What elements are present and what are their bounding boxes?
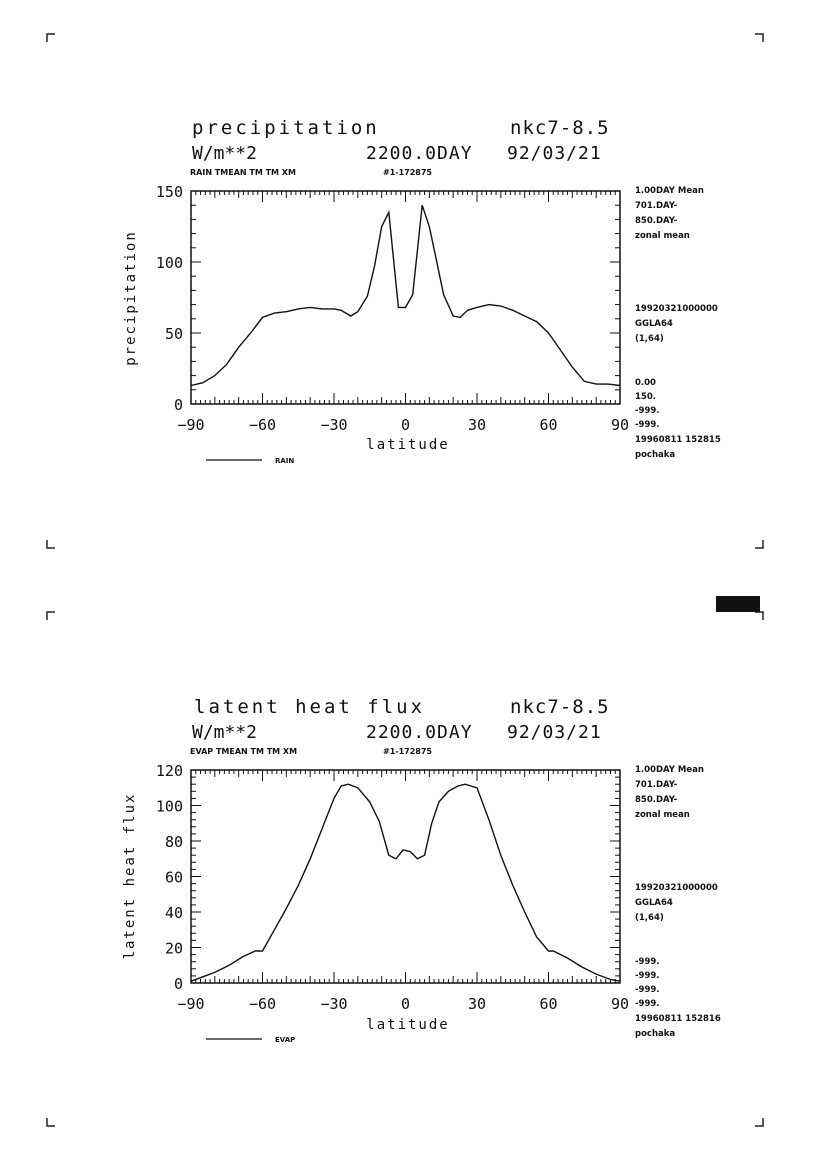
plot-frame	[191, 191, 620, 404]
x-tick-label: 0	[400, 995, 411, 1013]
side-info-top-1: 701.DAY-	[635, 201, 678, 211]
period-label: 2200.0DAY	[366, 722, 473, 743]
redaction-block	[716, 596, 760, 612]
latent-heat-flux-chart	[122, 696, 721, 1044]
x-tick-label: −30	[320, 416, 348, 434]
side-info-top-0: 1.00DAY Mean	[635, 765, 704, 775]
x-tick-label: 60	[539, 995, 558, 1013]
side-info-bottom-5: pochaka	[635, 1029, 676, 1039]
y-axis-label: precipitation	[123, 230, 139, 366]
x-tick-label: 90	[610, 995, 630, 1013]
side-info	[635, 186, 721, 460]
y-tick-labels	[156, 762, 183, 993]
x-tick-label: 30	[467, 995, 487, 1013]
x-tick-label: 90	[610, 416, 630, 434]
side-info-bottom-3: -999.	[635, 999, 660, 1009]
axis-ticks	[191, 191, 620, 404]
side-info-bottom-1: -999.	[635, 971, 660, 981]
crop-mark-bl2	[47, 1118, 55, 1126]
side-info	[635, 765, 721, 1039]
y-tick-label: 100	[155, 254, 183, 272]
run-id: nkc7-8.5	[510, 696, 610, 718]
y-tick-label: 120	[155, 762, 183, 780]
crop-mark-tl1	[47, 34, 55, 42]
period-label: 2200.0DAY	[366, 143, 473, 164]
y-tick-label: 150	[155, 183, 183, 201]
x-tick-label: −90	[177, 416, 205, 434]
side-info-mid-2: (1,64)	[635, 334, 664, 344]
variable-header: RAIN TMEAN TM TM XM	[190, 168, 296, 177]
run-id: nkc7-8.5	[510, 117, 610, 139]
units-label: W/m**2	[192, 722, 258, 743]
y-tick-label: 80	[164, 833, 183, 851]
y-tick-label: 0	[173, 975, 183, 993]
crop-mark-br1	[755, 540, 763, 548]
legend-label: EVAP	[275, 1036, 296, 1044]
y-tick-label: 0	[173, 396, 183, 414]
y-tick-label: 20	[164, 939, 183, 958]
crop-mark-bl1	[47, 540, 55, 548]
side-info-bottom-2: -999.	[635, 406, 660, 416]
chart-title: latent heat flux	[194, 696, 426, 718]
x-tick-label: −60	[248, 416, 277, 434]
x-tick-label: −30	[320, 995, 348, 1013]
rain-series-line	[191, 205, 620, 385]
y-tick-label: 100	[155, 797, 183, 816]
y-tick-label: 50	[164, 325, 183, 343]
y-tick-labels	[156, 183, 183, 414]
x-tick-label: 0	[400, 416, 411, 434]
side-info-mid-1: GGLA64	[635, 319, 673, 329]
crop-mark-tl2	[47, 612, 55, 620]
side-info-bottom-2: -999.	[635, 985, 660, 995]
side-info-bottom-1: 150.	[635, 392, 656, 402]
crop-mark-tr1	[755, 34, 763, 42]
side-info-top-2: 850.DAY-	[635, 216, 678, 226]
x-tick-label: 60	[539, 416, 558, 434]
crop-mark-tr2	[755, 612, 763, 620]
x-tick-label: 30	[467, 416, 487, 434]
x-tick-label: −90	[177, 995, 205, 1013]
side-info-mid-2: (1,64)	[635, 913, 664, 923]
crop-mark-br2	[755, 1118, 763, 1126]
precipitation-chart	[123, 117, 721, 465]
side-info-mid-0: 19920321000000	[635, 304, 718, 314]
side-info-bottom-4: 19960811 152816	[635, 1014, 721, 1024]
side-info-top-3: zonal mean	[635, 810, 690, 820]
side-info-top-3: zonal mean	[635, 231, 690, 241]
x-axis-label: latitude	[366, 1017, 450, 1033]
chart-title: precipitation	[192, 117, 380, 139]
variable-header: EVAP TMEAN TM TM XM	[190, 747, 298, 756]
x-tick-labels	[177, 416, 629, 434]
side-info-top-1: 701.DAY-	[635, 780, 678, 790]
side-info-mid-0: 19920321000000	[635, 883, 718, 893]
side-info-top-2: 850.DAY-	[635, 795, 678, 805]
side-info-top-0: 1.00DAY Mean	[635, 186, 704, 196]
evap-series-line	[191, 784, 620, 981]
side-info-bottom-5: pochaka	[635, 450, 676, 460]
x-tick-label: −60	[248, 995, 277, 1013]
date-label: 92/03/21	[507, 143, 602, 164]
date-label: 92/03/21	[507, 722, 602, 743]
x-tick-labels	[177, 995, 629, 1013]
side-info-mid-1: GGLA64	[635, 898, 673, 908]
side-info-bottom-4: 19960811 152815	[635, 435, 721, 445]
side-info-bottom-0: -999.	[635, 957, 660, 967]
record-id: #1-172875	[383, 747, 432, 756]
x-axis-label: latitude	[366, 437, 450, 453]
legend-label: RAIN	[275, 457, 295, 465]
record-id: #1-172875	[383, 168, 432, 177]
units-label: W/m**2	[192, 143, 258, 164]
y-tick-label: 40	[164, 904, 183, 922]
y-axis-label: latent heat flux	[122, 792, 138, 960]
side-info-bottom-3: -999.	[635, 420, 660, 430]
y-tick-label: 60	[164, 868, 183, 887]
side-info-bottom-0: 0.00	[635, 378, 656, 388]
